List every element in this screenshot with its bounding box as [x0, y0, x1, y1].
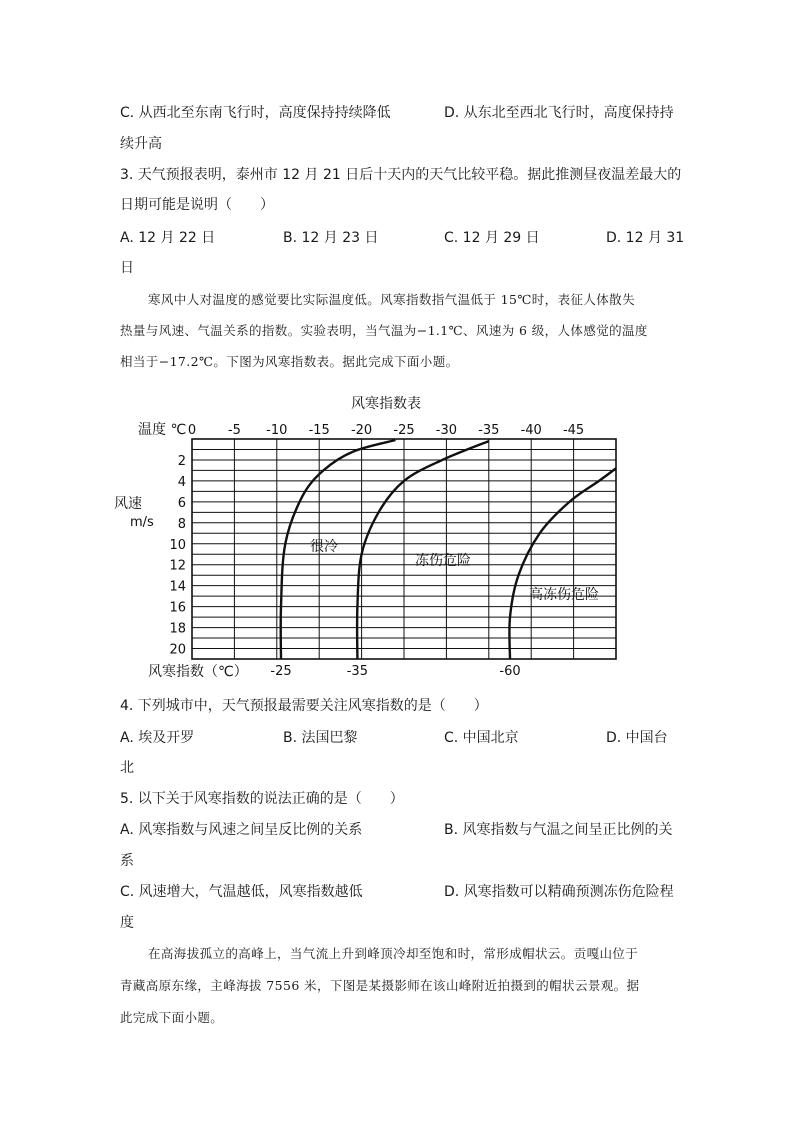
q4-stem: 4. 下列城市中，天气预报最需要关注风寒指数的是（ ）: [120, 698, 488, 714]
curve-index-label: -25: [270, 664, 292, 679]
q4-option-c: C. 中国北京: [444, 730, 519, 746]
y-tick-label: 12: [169, 558, 186, 574]
x-tick-label: -40: [520, 423, 542, 438]
region-label-high-frostbite-risk: 高冻伤危险: [529, 587, 599, 603]
x-tick-label: -20: [350, 423, 373, 438]
q3-option-a: A. 12 月 22 日: [120, 230, 216, 246]
y-tick-label: 14: [169, 579, 186, 595]
y-axis-unit: m/s: [130, 515, 154, 530]
q4-option-d-continued: 北: [120, 760, 134, 776]
x-tick-label: -15: [308, 423, 330, 438]
y-tick-label: 2: [177, 453, 186, 469]
wind-chill-curve: [281, 440, 396, 659]
x-axis-label: 温度 ℃: [138, 422, 187, 438]
y-tick-label: 10: [169, 537, 186, 553]
x-tick-label: -35: [478, 423, 500, 438]
curve-index-label: -60: [499, 664, 521, 679]
q5-option-d: D. 风寒指数可以精确预测冻伤危险程: [444, 884, 674, 900]
q3-stem-line1: 3. 天气预报表明，泰州市 12 月 21 日后十天内的天气比较平稳。据此推测昼夜温差最大的: [120, 167, 682, 183]
wind-chill-chart: [110, 392, 630, 682]
q3-option-d: D. 12 月 31: [606, 230, 685, 246]
y-tick-label: 20: [169, 642, 186, 658]
y-tick-label: 4: [177, 474, 186, 490]
y-axis-label: 风速: [114, 496, 142, 512]
x-tick-label: -30: [435, 423, 458, 438]
y-tick-label: 8: [177, 516, 186, 532]
chart-title: 风寒指数表: [351, 396, 421, 412]
region-label-very-cold: 很冷: [310, 539, 338, 555]
q4-option-a: A. 埃及开罗: [120, 730, 195, 746]
passage2-line2: 青藏高原东缘，主峰海拔 7556 米，下图是某摄影师在该山峰附近拍摄到的帽状云景观。据: [120, 978, 640, 993]
y-tick-label: 18: [169, 621, 186, 637]
x-tick-label: -5: [227, 423, 241, 438]
x-tick-label: -10: [266, 423, 288, 438]
q3-option-c: C. 12 月 29 日: [444, 230, 540, 246]
q3-option-d-continued: 日: [120, 260, 134, 276]
bottom-axis-label: 风寒指数（℃）: [148, 664, 248, 680]
q3-option-b: B. 12 月 23 日: [283, 230, 379, 246]
passage1-line2: 热量与风速、气温关系的指数。实验表明，当气温为−1.1℃、风速为 6 级，人体感觉的温度: [120, 323, 648, 338]
q5-option-b-continued: 系: [120, 853, 134, 869]
q5-stem: 5. 以下关于风寒指数的说法正确的是（ ）: [120, 791, 404, 807]
passage1-line3: 相当于−17.2℃。下图为风寒指数表。据此完成下面小题。: [120, 354, 459, 369]
x-tick-label: -25: [393, 423, 415, 438]
q5-option-d-continued: 度: [120, 915, 134, 931]
q3-stem-line2: 日期可能是说明（ ）: [120, 197, 274, 213]
passage2-line3: 此完成下面小题。: [120, 1010, 224, 1025]
q5-option-b: B. 风寒指数与气温之间呈正比例的关: [444, 822, 673, 838]
y-tick-label: 16: [169, 600, 186, 616]
q2-option-d: D. 从东北至西北飞行时，高度保持持: [444, 105, 674, 121]
q4-option-b: B. 法国巴黎: [283, 730, 358, 746]
q4-option-d: D. 中国台: [606, 730, 668, 746]
region-label-frostbite-risk: 冻伤危险: [415, 553, 471, 569]
curve-index-label: -35: [346, 664, 368, 679]
q2-option-c: C. 从西北至东南飞行时，高度保持持续降低: [120, 105, 391, 121]
q5-option-c: C. 风速增大，气温越低，风寒指数越低: [120, 884, 363, 900]
wind-chill-curve: [357, 441, 489, 659]
y-tick-label: 6: [177, 495, 186, 511]
q2-option-d-continued: 续升高: [120, 136, 162, 152]
passage2-line1: 在高海拔孤立的高峰上，当气流上升到峰顶冷却至饱和时，常形成帽状云。贡嘎山位于: [148, 946, 639, 961]
passage1-line1: 寒风中人对温度的感觉要比实际温度低。风寒指数指气温低于 15℃时，表征人体散失: [148, 292, 635, 307]
wind-chill-curve: [509, 468, 616, 659]
x-tick-label: -45: [562, 423, 585, 438]
q5-option-a: A. 风寒指数与风速之间呈反比例的关系: [120, 822, 363, 838]
x-tick-label: 0: [187, 423, 197, 438]
